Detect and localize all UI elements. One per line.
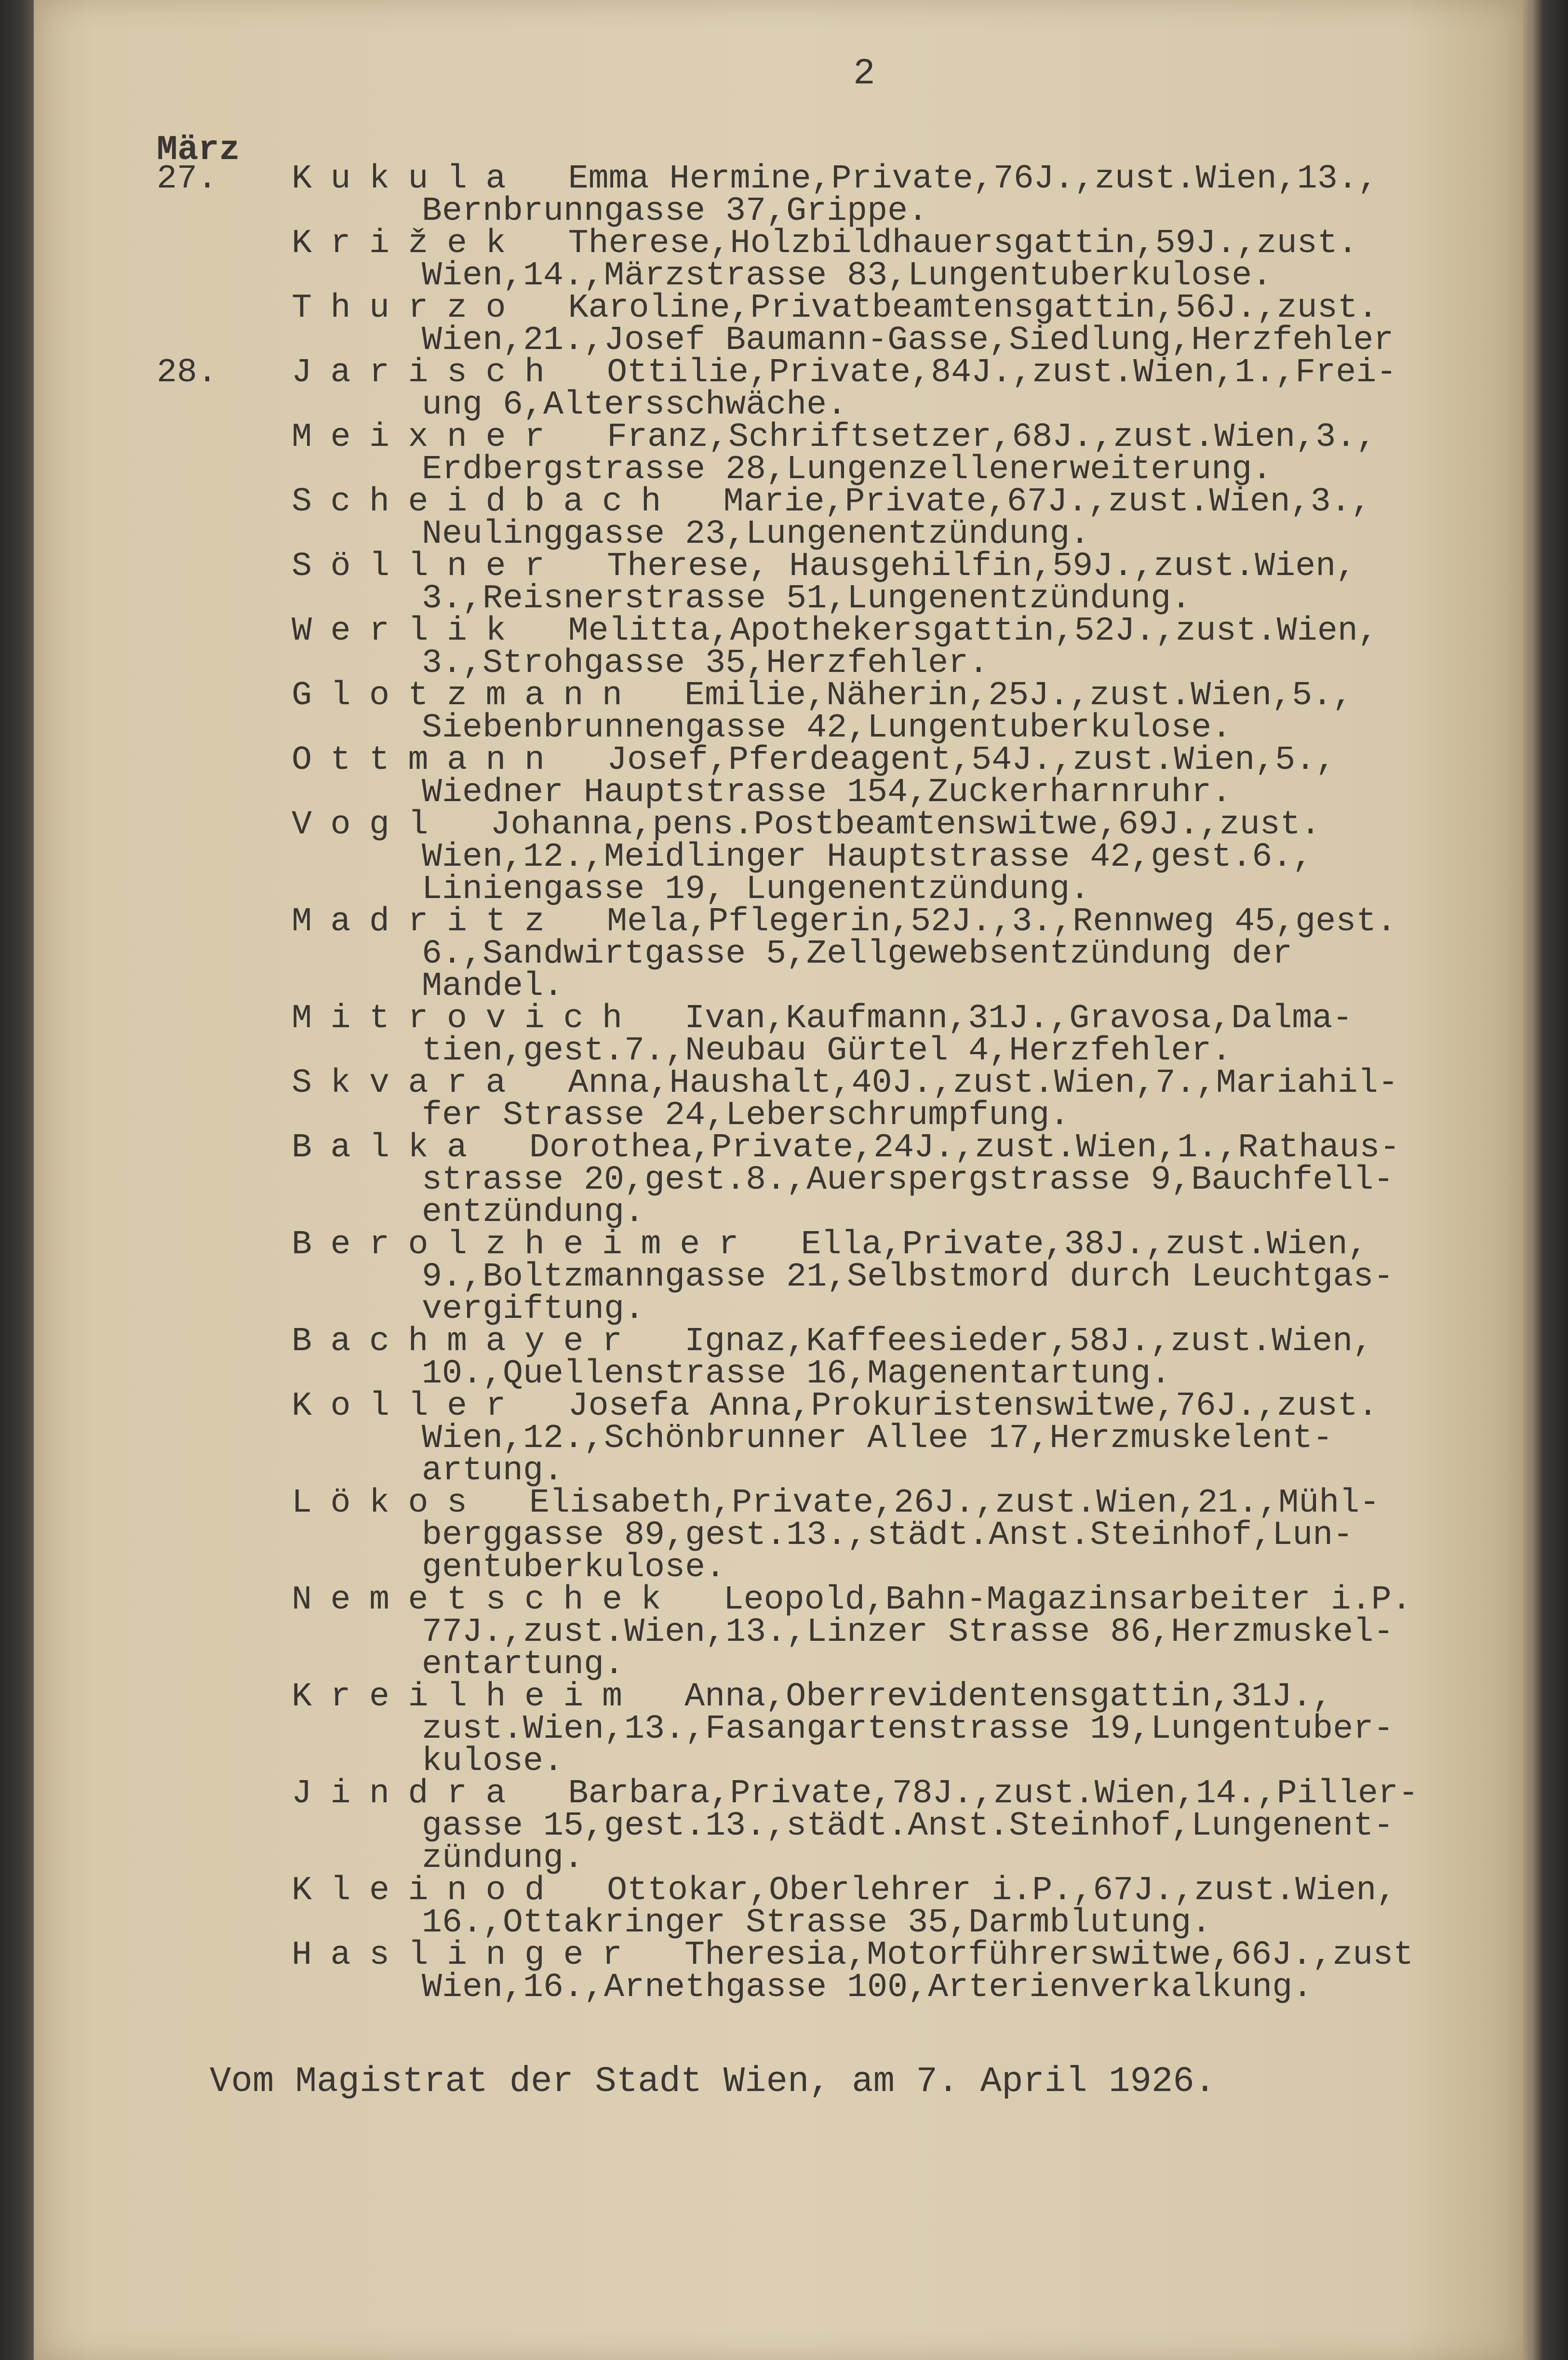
entry-details: Franz,Schriftsetzer,68J.,zust.Wien,3., (607, 418, 1377, 456)
entry-first-line (292, 1936, 1458, 1974)
entry-first-line (292, 1064, 1458, 1102)
entry-surname: Križek (292, 225, 563, 263)
entry-details: Marie,Private,67J.,zust.Wien,3., (723, 483, 1371, 521)
entry-surname: Scheidbach (292, 483, 719, 521)
entry-details: Ella,Private,38J.,zust.Wien, (801, 1226, 1368, 1264)
entry-details: Melitta,Apothekersgattin,52J.,zust.Wien, (568, 612, 1378, 650)
entry-day: 28. (157, 354, 218, 392)
register-entry (157, 1323, 1458, 1393)
entry-continuation-line: zündung. (422, 1839, 584, 1877)
entry-continuation-line: vergiftung. (422, 1290, 645, 1328)
register-entry (157, 548, 1458, 618)
entry-continuation-line: 10.,Quellenstrasse 16,Magenentartung. (422, 1355, 1171, 1393)
death-register-list (157, 160, 1458, 2007)
entry-surname: Nemetschek (292, 1581, 719, 1619)
entry-details: Dorothea,Private,24J.,zust.Wien,1.,Rathaus- (529, 1129, 1400, 1167)
entry-continuation-line: gentuberkulose. (422, 1549, 726, 1587)
entry-first-line (292, 1323, 1458, 1361)
entry-first-line (292, 483, 1458, 521)
entry-details: Ivan,Kaufmann,31J.,Gravosa,Dalma- (684, 1000, 1353, 1038)
entry-details: Emilie,Näherin,25J.,zust.Wien,5., (684, 677, 1353, 715)
entry-continuation-line: Wiedner Hauptstrasse 154,Zuckerharnruhr. (422, 774, 1232, 812)
entry-details: Anna,Haushalt,40J.,zust.Wien,7.,Mariahil- (568, 1064, 1398, 1102)
entry-surname: Meixner (292, 418, 603, 456)
entry-continuation-line: strasse 20,gest.8.,Auerspergstrasse 9,Bauchfell- (422, 1161, 1394, 1199)
entry-continuation-line: kulose. (422, 1743, 564, 1781)
entry-surname: Werlik (292, 612, 563, 650)
book-binding-right (1523, 0, 1568, 2360)
entry-surname: Vogl (292, 806, 486, 844)
document-page (34, 0, 1523, 2360)
entry-continuation-line: berggasse 89,gest.13.,städt.Anst.Steinhof,Lun- (422, 1516, 1354, 1555)
register-entry (157, 806, 1458, 909)
register-entry (157, 418, 1458, 489)
entry-continuation-line: Wien,12.,Schönbrunner Allee 17,Herzmuskelent- (422, 1420, 1333, 1458)
entry-surname: Kleinod (292, 1872, 603, 1910)
register-entry (157, 160, 1458, 230)
register-entry (157, 1129, 1458, 1232)
entry-continuation-line: 6.,Sandwirtgasse 5,Zellgewebsentzündung der (422, 935, 1293, 973)
register-entry (157, 1872, 1458, 1942)
entry-surname: Mitrovich (292, 1000, 680, 1038)
entry-first-line (292, 1484, 1458, 1522)
entry-details: Leopold,Bahn-Magazinsarbeiter i.P. (723, 1581, 1412, 1619)
entry-continuation-line: fer Strasse 24,Leberschrumpfung. (422, 1097, 1070, 1135)
entry-continuation-line: Siebenbrunnengasse 42,Lungentuberkulose. (422, 709, 1232, 747)
entry-first-line (292, 354, 1458, 392)
entry-continuation-line: Neulinggasse 23,Lungenentzündung. (422, 515, 1090, 553)
register-entry (157, 677, 1458, 747)
entry-first-line (292, 548, 1458, 586)
register-entry (157, 903, 1458, 1006)
entry-details: Elisabeth,Private,26J.,zust.Wien,21.,Mühl- (529, 1484, 1380, 1522)
entry-continuation-line: Wien,14.,Märzstrasse 83,Lungentuberkulose. (422, 257, 1273, 295)
entry-details: Therese, Hausgehilfin,59J.,zust.Wien, (607, 548, 1356, 586)
register-entry (157, 1000, 1458, 1070)
entry-first-line (292, 1226, 1458, 1264)
entry-details: Anna,Oberrevidentensgattin,31J., (684, 1678, 1333, 1716)
entry-first-line (292, 741, 1458, 779)
entry-surname: Thurzo (292, 289, 563, 327)
footer-signature-line: Vom Magistrat der Stadt Wien, am 7. April 1926. (210, 2062, 1216, 2102)
entry-surname: Koller (292, 1387, 563, 1425)
entry-day: 27. (157, 160, 218, 198)
entry-surname: Glotzmann (292, 677, 680, 715)
entry-continuation-line: Erdbergstrasse 28,Lungenzellenerweiterung. (422, 451, 1273, 489)
register-entry (157, 1775, 1458, 1877)
entry-continuation-line: artung. (422, 1452, 564, 1490)
entry-surname: Bachmayer (292, 1323, 680, 1361)
entry-continuation-line: Liniengasse 19, Lungenentzündung. (422, 871, 1090, 909)
entry-continuation-line: 77J.,zust.Wien,13.,Linzer Strasse 86,Herzmuskel- (422, 1613, 1394, 1651)
entry-details: Therese,Holzbildhauersgattin,59J.,zust. (568, 225, 1358, 263)
entry-first-line (292, 806, 1458, 844)
entry-first-line (292, 1872, 1458, 1910)
entry-surname: Ottmann (292, 741, 603, 779)
entry-first-line (292, 1000, 1458, 1038)
register-entry (157, 741, 1458, 812)
register-entry (157, 612, 1458, 683)
register-entry (157, 354, 1458, 424)
register-entry (157, 1387, 1458, 1490)
entry-first-line (292, 1775, 1458, 1813)
entry-details: Karoline,Privatbeamtensgattin,56J.,zust. (568, 289, 1378, 327)
entry-first-line (292, 903, 1458, 941)
entry-details: Theresia,Motorführerswitwe,66J.,zust (684, 1936, 1414, 1974)
entry-surname: Haslinger (292, 1936, 680, 1974)
entry-continuation-line: tien,gest.7.,Neubau Gürtel 4,Herzfehler. (422, 1032, 1232, 1070)
entry-surname: Kreilheim (292, 1678, 680, 1716)
register-entry (157, 1484, 1458, 1587)
entry-first-line (292, 160, 1458, 198)
page-number: 2 (853, 53, 875, 94)
entry-surname: Kukula (292, 160, 563, 198)
register-entry (157, 1064, 1458, 1135)
entry-continuation-line: entzündung. (422, 1193, 645, 1232)
register-entry (157, 225, 1458, 295)
entry-continuation-line: 16.,Ottakringer Strasse 35,Darmblutung. (422, 1904, 1212, 1942)
book-binding-left (0, 0, 34, 2360)
entry-continuation-line: ung 6,Altersschwäche. (422, 386, 847, 424)
entry-surname: Jarisch (292, 354, 603, 392)
entry-continuation-line: Bernbrunngasse 37,Grippe. (422, 192, 928, 230)
entry-continuation-line: zust.Wien,13.,Fasangartenstrasse 19,Lungentuber- (422, 1710, 1394, 1748)
entry-first-line (292, 1129, 1458, 1167)
entry-details: Barbara,Private,78J.,zust.Wien,14.,Piller- (568, 1775, 1419, 1813)
entry-continuation-line: gasse 15,gest.13.,städt.Anst.Steinhof,Lungenent- (422, 1807, 1394, 1845)
entry-first-line (292, 1387, 1458, 1425)
entry-surname: Skvara (292, 1064, 563, 1102)
register-entry (157, 1678, 1458, 1781)
entry-surname: Berolzheimer (292, 1226, 796, 1264)
entry-details: Emma Hermine,Private,76J.,zust.Wien,13., (568, 160, 1378, 198)
entry-details: Josefa Anna,Prokuristenswitwe,76J.,zust. (568, 1387, 1378, 1425)
month-heading: März (157, 130, 240, 170)
entry-continuation-line: Wien,12.,Meidlinger Hauptstrasse 42,gest.6., (422, 838, 1313, 876)
entry-first-line (292, 1678, 1458, 1716)
entry-surname: Madritz (292, 903, 603, 941)
entry-continuation-line: 9.,Boltzmanngasse 21,Selbstmord durch Leuchtgas- (422, 1258, 1394, 1296)
entry-details: Mela,Pflegerin,52J.,3.,Rennweg 45,gest. (607, 903, 1397, 941)
entry-details: Ottokar,Oberlehrer i.P.,67J.,zust.Wien, (607, 1872, 1397, 1910)
entry-details: Ottilie,Private,84J.,zust.Wien,1.,Frei- (607, 354, 1397, 392)
entry-surname: Jindra (292, 1775, 563, 1813)
entry-continuation-line: entartung. (422, 1646, 625, 1684)
entry-continuation-line: Wien,16.,Arnethgasse 100,Arterienverkalkung. (422, 1969, 1313, 2007)
register-entry (157, 1226, 1458, 1328)
register-entry (157, 1936, 1458, 2007)
entry-first-line (292, 677, 1458, 715)
entry-first-line (292, 418, 1458, 456)
register-entry (157, 483, 1458, 553)
entry-surname: Lökos (292, 1484, 525, 1522)
entry-details: Ignaz,Kaffeesieder,58J.,zust.Wien, (684, 1323, 1373, 1361)
entry-continuation-line: Wien,21.,Josef Baumann-Gasse,Siedlung,Herzfehler (422, 322, 1394, 360)
entry-continuation-line: 3.,Strohgasse 35,Herzfehler. (422, 644, 989, 683)
register-entry (157, 289, 1458, 360)
register-entry (157, 1581, 1458, 1684)
entry-first-line (292, 225, 1458, 263)
entry-continuation-line: 3.,Reisnerstrasse 51,Lungenentzündung. (422, 580, 1192, 618)
entry-first-line (292, 1581, 1458, 1619)
entry-surname: Balka (292, 1129, 525, 1167)
entry-surname: Söllner (292, 548, 603, 586)
entry-continuation-line: Mandel. (422, 967, 564, 1006)
entry-first-line (292, 612, 1458, 650)
entry-details: Johanna,pens.Postbeamtenswitwe,69J.,zust. (490, 806, 1321, 844)
entry-details: Josef,Pferdeagent,54J.,zust.Wien,5., (607, 741, 1336, 779)
entry-first-line (292, 289, 1458, 327)
